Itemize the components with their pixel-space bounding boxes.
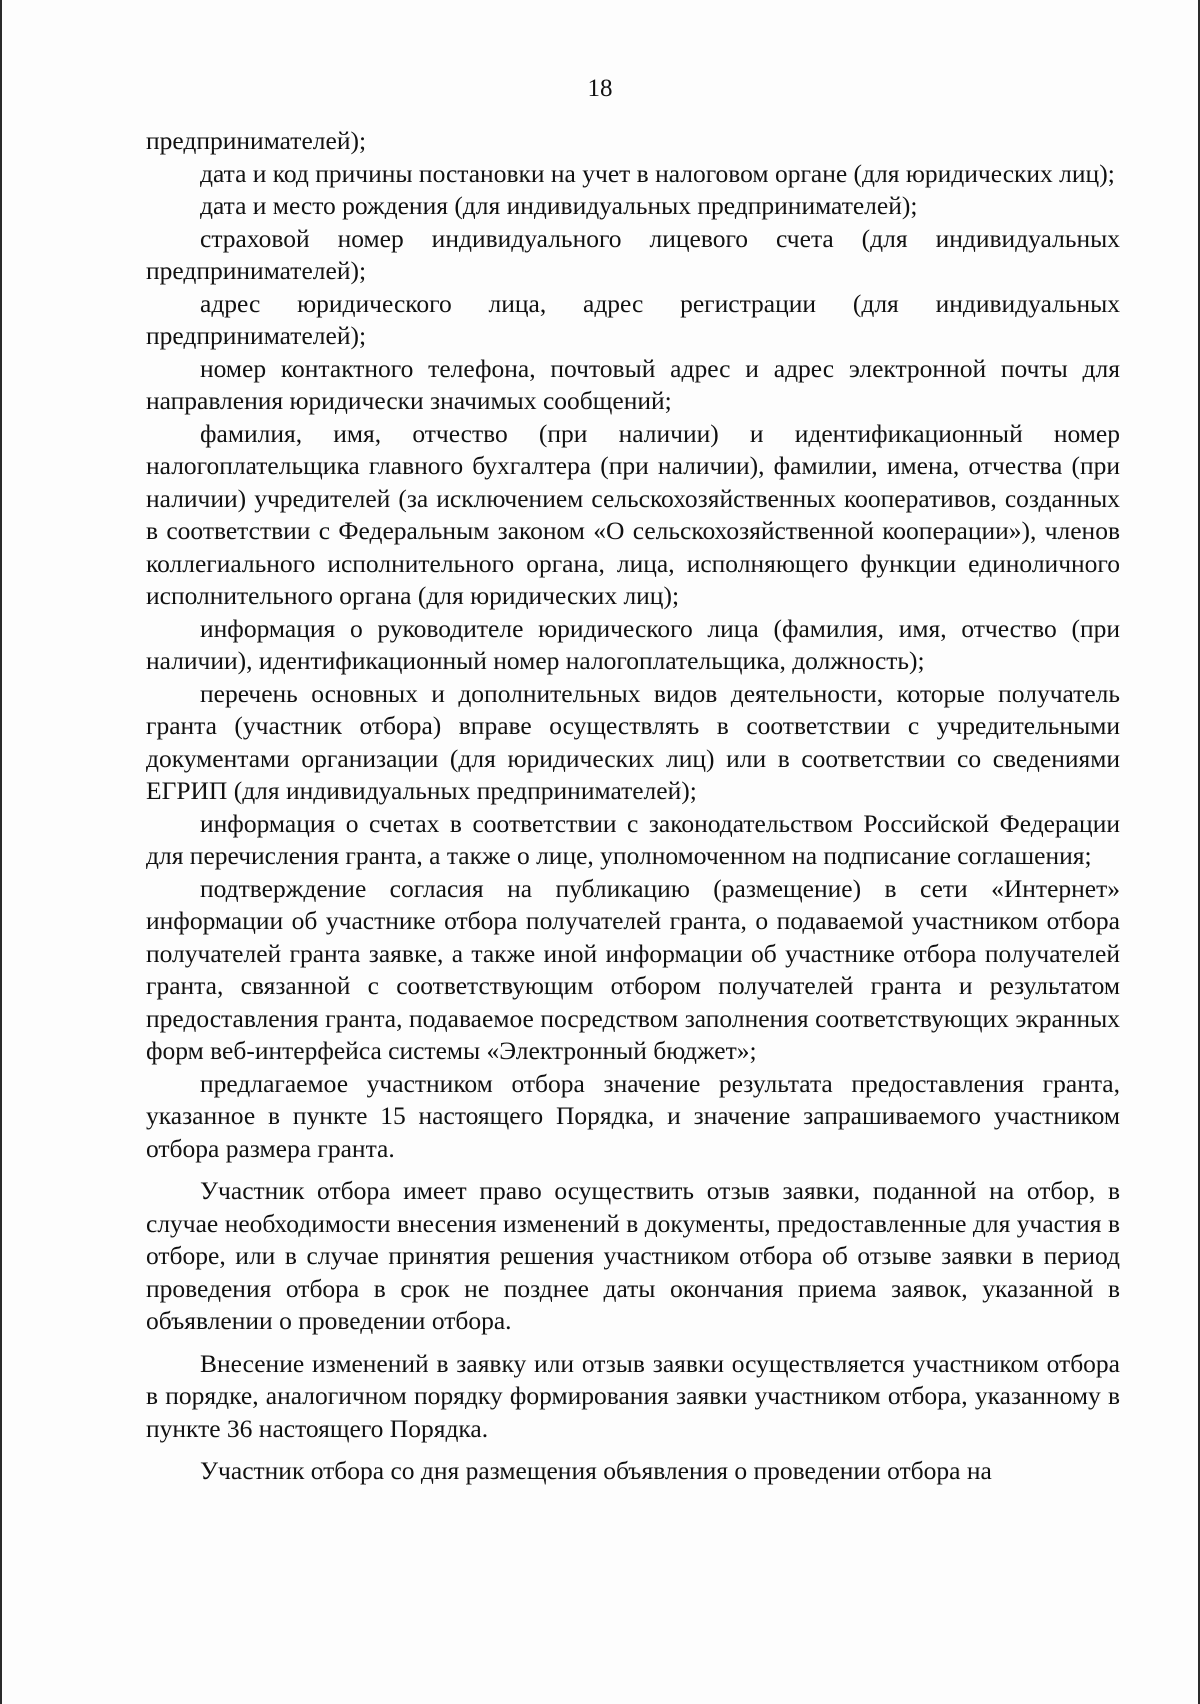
paragraph: страховой номер индивидуального лицевого счета (для индивидуальных предпринимателей); [146,223,1120,285]
paragraph: подтверждение согласия на публикацию (размещение) в сети «Интернет» информации об участнике отбора получателей гранта, о подаваемой участником отбора получателей гранта заявке, а также иной информации об участнике отбора получателей гранта, связанной с соответствующим отбором получателей гранта и результатом предоставления гранта, подаваемое посредством заполнения соответствующих экранных форм веб-интерфейса системы «Электронный бюджет»; [146,873,1120,1065]
paragraph: номер контактного телефона, почтовый адрес и адрес электронной почты для направления юридически значимых сообщений; [146,353,1120,415]
scan-edge-left [0,0,2,1704]
paragraph: Внесение изменений в заявку или отзыв заявки осуществляется участником отбора в порядке, аналогичном порядку формирования заявки участником отбора, указанному в пункте 36 настоящего Порядка. [146,1348,1120,1443]
paragraph: Участник отбора имеет право осуществить отзыв заявки, поданной на отбор, в случае необходимости внесения изменений в документы, предоставленные для участия в отборе, или в случае принятия решения участником отбора об отзыве заявки в период проведения отбора в срок не позднее даты окончания приема заявок, указанной в объявлении о проведении отбора. [146,1176,1120,1335]
page-number: 18 [587,75,613,102]
paragraph: предпринимателей); [146,126,367,155]
paragraph: фамилия, имя, отчество (при наличии) и идентификационный номер налогоплательщика главного бухгалтера (при наличии), фамилии, имена, отчества (при наличии) учредителей (за исключением сельскохозяйственных кооперативов, созданных в соответствии с Федеральным законом «О сельскохозяйственной кооперации»), членов коллегиального исполнительного органа, лица, исполняющего функции единоличного исполнительного органа (для юридических лиц); [146,418,1120,610]
paragraph: перечень основных и дополнительных видов деятельности, которые получатель гранта (участник отбора) вправе осуществлять в соответствии с учредительными документами организации (для юридических лиц) или в соответствии со сведениями ЕГРИП (для индивидуальных предпринимателей); [146,678,1120,805]
paragraph: информация о руководителе юридического лица (фамилия, имя, отчество (при наличии), идентификационный номер налогоплательщика, должность); [146,613,1120,675]
paragraph: адрес юридического лица, адрес регистрации (для индивидуальных предпринимателей); [146,288,1120,350]
paragraph: Участник отбора со дня размещения объявления о проведении отбора на [200,1456,992,1485]
paragraph: дата и код причины постановки на учет в налоговом органе (для юридических лиц); [200,158,1115,188]
paragraph: предлагаемое участником отбора значение результата предоставления гранта, указанное в пункте 15 настоящего Порядка, и значение запрашиваемого участником отбора размера гранта. [146,1068,1120,1163]
document-body [146,125,1120,1488]
paragraph: дата и место рождения (для индивидуальных предпринимателей); [200,191,918,220]
paragraph: информация о счетах в соответствии с законодательством Российской Федерации для перечисления гранта, а также о лице, уполномоченном на подписание соглашения; [146,808,1120,870]
